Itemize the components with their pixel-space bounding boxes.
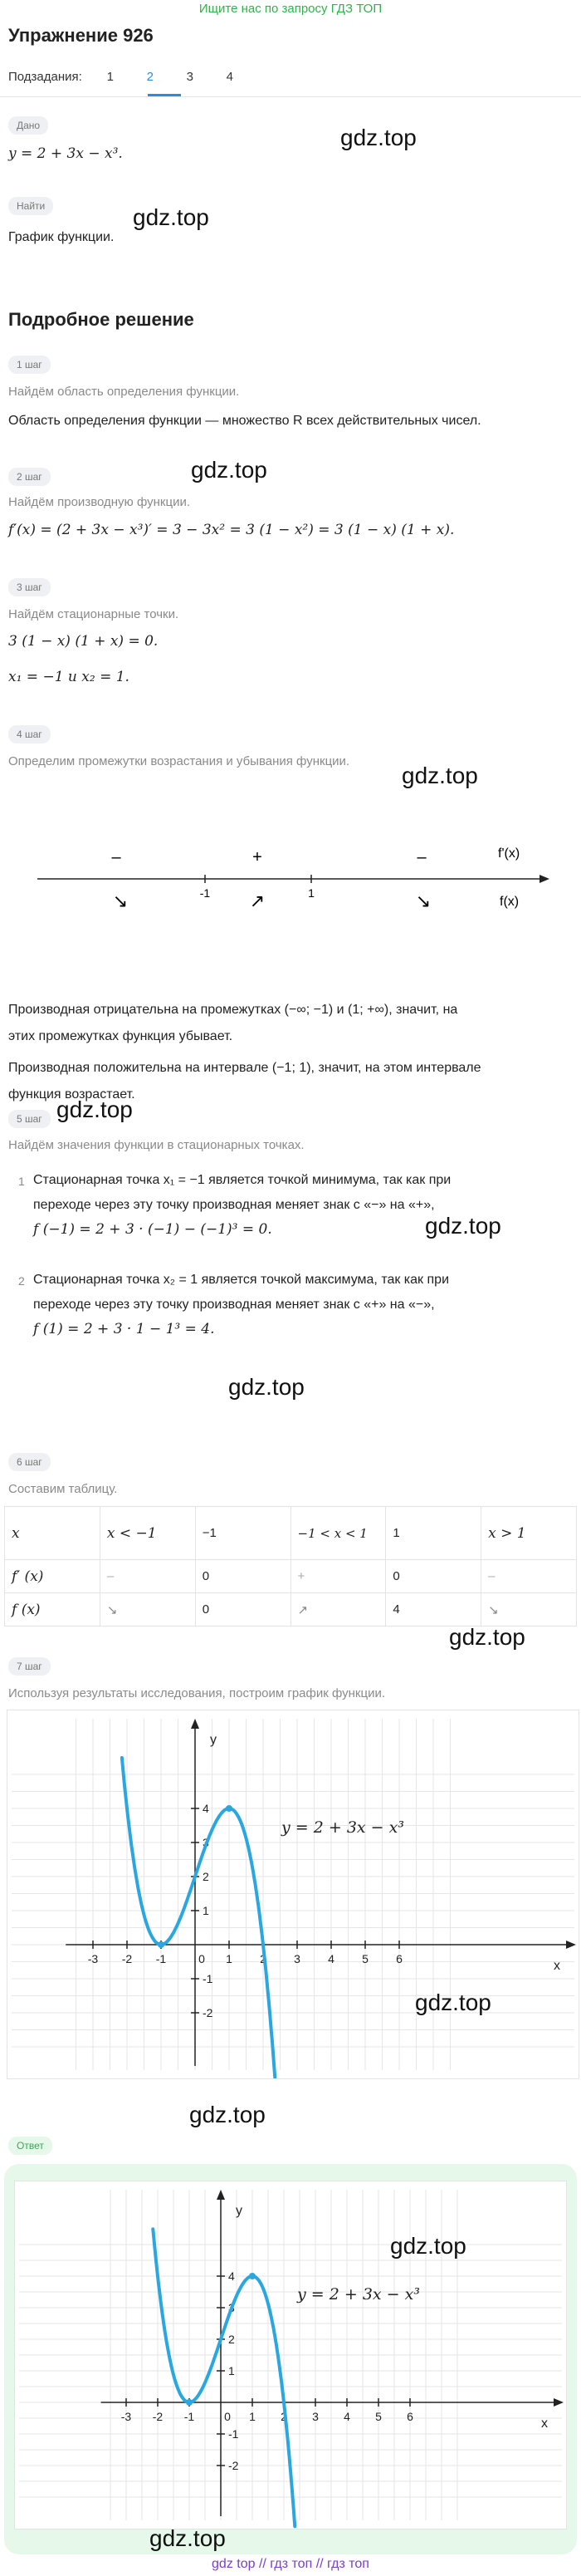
sign-minus-1: – bbox=[111, 848, 121, 866]
y-axis-label: y bbox=[236, 2204, 242, 2218]
y-tick-label: 4 bbox=[228, 2269, 235, 2283]
table-cell: −1 < x < 1 bbox=[290, 1507, 386, 1560]
step-3-badge: 3 шаг bbox=[8, 578, 51, 596]
decrease-arrow-icon: ↘ bbox=[112, 891, 129, 912]
step-2-hint: Найдём производную функции. bbox=[8, 495, 190, 509]
y-axis-arrow bbox=[191, 1719, 199, 1729]
graph-formula: y = 2 + 3x − x³ bbox=[281, 1818, 404, 1837]
watermark: gdz.top bbox=[191, 457, 267, 483]
step-5-badge: 5 шаг bbox=[8, 1110, 51, 1128]
step-4-hint: Определим промежутки возрастания и убывания функции. bbox=[8, 754, 350, 768]
x-tick-label: 1 bbox=[226, 1952, 232, 1965]
find-badge: Найти bbox=[8, 197, 53, 215]
list-item: Стационарная точка x₂ = 1 является точкой максимума, так как при bbox=[33, 1273, 449, 1287]
sign-plus: + bbox=[252, 848, 262, 866]
x-tick-label: -3 bbox=[120, 2410, 132, 2423]
y-tick-label: -2 bbox=[203, 2006, 213, 2019]
table-cell: −1 bbox=[195, 1507, 290, 1560]
table-cell: 0 bbox=[195, 1593, 290, 1627]
sign-label-function: f(x) bbox=[500, 895, 520, 909]
x-tick-label: -1 bbox=[155, 1952, 167, 1965]
y-tick-label: 3 bbox=[228, 2301, 235, 2314]
x-tick-label: 2 bbox=[281, 2410, 287, 2423]
given-formula: y = 2 + 3x − x³. bbox=[8, 145, 123, 162]
subtasks-nav bbox=[8, 70, 250, 84]
minimum-point bbox=[186, 2399, 193, 2406]
increase-arrow-icon: ↗ bbox=[249, 891, 266, 912]
watermark: gdz.top bbox=[449, 1624, 525, 1650]
answer-badge: Ответ bbox=[8, 2137, 52, 2155]
x-axis-arrow bbox=[566, 1941, 576, 1949]
subtasks-label: Подзадания: bbox=[8, 70, 82, 84]
step-6-hint: Составим таблицу. bbox=[8, 1482, 118, 1496]
x-tick-label: 0 bbox=[224, 2410, 231, 2423]
footer-links[interactable]: gdz top // гдз топ // гдз топ bbox=[212, 2557, 369, 2571]
y-tick-label: 4 bbox=[203, 1802, 209, 1815]
table-cell: 1 bbox=[386, 1507, 481, 1560]
table-cell: + bbox=[290, 1560, 386, 1593]
list-item: переходе через эту точку производная меняет знак с «+» на «−», bbox=[33, 1298, 435, 1312]
watermark: gdz.top bbox=[390, 2233, 466, 2259]
step-4-para-1: Производная отрицательна на промежутках (−∞; −1) и (1; +∞), значит, на bbox=[8, 1003, 458, 1017]
step-4-para-2b: функция возрастает. bbox=[8, 1087, 135, 1102]
y-axis-label: y bbox=[210, 1733, 217, 1747]
y-tick-label: -1 bbox=[203, 1972, 213, 1985]
table-row bbox=[5, 1507, 577, 1560]
x-axis-arrow bbox=[554, 2398, 564, 2407]
graph-panel bbox=[7, 1710, 579, 2079]
given-badge: Дано bbox=[8, 116, 48, 135]
list-item-formula: f (−1) = 2 + 3 · (−1) − (−1)³ = 0. bbox=[33, 1221, 272, 1238]
sign-point-minus1: -1 bbox=[199, 886, 211, 900]
watermark: gdz.top bbox=[402, 763, 478, 788]
step-1-text: Область определения функции — множество R всех действительных чисел. bbox=[8, 414, 481, 428]
function-curve bbox=[153, 2229, 295, 2526]
table-cell: 4 bbox=[386, 1593, 481, 1627]
watermark: gdz.top bbox=[228, 1374, 305, 1400]
step-5-hint: Найдём значения функции в стационарных точках. bbox=[8, 1138, 305, 1152]
sign-chart bbox=[25, 831, 556, 922]
y-tick-label: -2 bbox=[228, 2459, 239, 2472]
x-tick-label: 5 bbox=[362, 1952, 369, 1965]
table-cell: x > 1 bbox=[481, 1507, 577, 1560]
step-3-eq2: x₁ = −1 и x₂ = 1. bbox=[8, 669, 129, 685]
find-text: График функции. bbox=[8, 230, 115, 244]
y-tick-label: 2 bbox=[203, 1870, 209, 1883]
divider bbox=[0, 96, 581, 97]
watermark: gdz.top bbox=[425, 1213, 501, 1239]
y-tick-label: 1 bbox=[228, 2364, 235, 2377]
x-tick-label: -2 bbox=[121, 1952, 133, 1965]
x-tick-label: 4 bbox=[328, 1952, 334, 1965]
sign-minus-2: – bbox=[417, 848, 427, 866]
x-axis-label: x bbox=[554, 1959, 560, 1973]
function-curve bbox=[122, 1758, 276, 2078]
step-4-para-1b: этих промежутках функция убывает. bbox=[8, 1029, 233, 1043]
watermark: gdz.top bbox=[415, 1990, 491, 2015]
table-cell: ↗ bbox=[290, 1593, 386, 1627]
x-tick-label: 0 bbox=[198, 1952, 205, 1965]
top-search-link[interactable]: Ищите нас по запросу ГДЗ ТОП bbox=[198, 2, 383, 16]
sign-label-derivative: f'(x) bbox=[498, 846, 520, 861]
decrease-arrow-icon: ↘ bbox=[415, 891, 432, 912]
x-tick-label: 4 bbox=[344, 2410, 350, 2423]
step-4-badge: 4 шаг bbox=[8, 725, 51, 743]
x-tick-label: 6 bbox=[396, 1952, 403, 1965]
x-tick-label: -1 bbox=[183, 2410, 195, 2423]
list-item: Стационарная точка x₁ = −1 является точкой минимума, так как при bbox=[33, 1173, 452, 1187]
tab-subtask-1[interactable]: 1 bbox=[106, 70, 114, 84]
maximum-point bbox=[226, 1805, 232, 1812]
maximum-point bbox=[249, 2273, 256, 2279]
table-cell: ↘ bbox=[100, 1593, 195, 1627]
watermark: gdz.top bbox=[133, 204, 209, 230]
step-6-badge: 6 шаг bbox=[8, 1453, 51, 1471]
x-tick-label: 2 bbox=[260, 1952, 266, 1965]
tab-subtask-3[interactable]: 3 bbox=[186, 70, 193, 84]
sign-point-1: 1 bbox=[308, 886, 315, 900]
list-number: 2 bbox=[18, 1274, 25, 1288]
sign-axis-arrow bbox=[540, 875, 549, 883]
list-number: 1 bbox=[18, 1175, 25, 1188]
page-title: Упражнение 926 bbox=[8, 25, 154, 46]
x-tick-label: -3 bbox=[87, 1952, 99, 1965]
step-1-hint: Найдём область определения функции. bbox=[8, 385, 240, 399]
step-3-eq1: 3 (1 − x) (1 + x) = 0. bbox=[8, 633, 159, 650]
y-tick-label: 2 bbox=[228, 2333, 235, 2346]
table-cell: – bbox=[481, 1560, 577, 1593]
x-tick-label: 1 bbox=[249, 2410, 256, 2423]
x-tick-label: -2 bbox=[152, 2410, 164, 2423]
watermark: gdz.top bbox=[56, 1097, 133, 1122]
x-tick-label: 6 bbox=[407, 2410, 413, 2423]
solution-title: Подробное решение bbox=[8, 309, 194, 330]
answer-graph-panel bbox=[14, 2181, 567, 2529]
tab-subtask-4[interactable]: 4 bbox=[226, 70, 233, 84]
answer-panel bbox=[4, 2164, 577, 2554]
x-tick-label: 3 bbox=[294, 1952, 300, 1965]
list-item: переходе через эту точку производная меняет знак с «−» на «+», bbox=[33, 1198, 435, 1212]
y-tick-label: 1 bbox=[203, 1904, 209, 1917]
step-7-hint: Используя результаты исследования, построим график функции. bbox=[8, 1686, 385, 1700]
minimum-point bbox=[158, 1941, 164, 1948]
function-graph bbox=[7, 1710, 579, 2078]
y-tick-label: -1 bbox=[228, 2427, 239, 2441]
step-7-badge: 7 шаг bbox=[8, 1657, 51, 1676]
step-2-badge: 2 шаг bbox=[8, 468, 51, 486]
function-graph bbox=[15, 2181, 566, 2529]
table-cell: x bbox=[5, 1507, 100, 1560]
graph-formula: y = 2 + 3x − x³ bbox=[297, 2285, 420, 2304]
watermark: gdz.top bbox=[149, 2525, 226, 2551]
step-2-formula: f′(x) = (2 + 3x − x³)′ = 3 − 3x² = 3 (1 − x²) = 3 (1 − x) (1 + x). bbox=[8, 522, 455, 538]
table-cell: x < −1 bbox=[100, 1507, 195, 1560]
table-cell: ↘ bbox=[481, 1593, 577, 1627]
table-cell: 0 bbox=[195, 1560, 290, 1593]
list-item-formula: f (1) = 2 + 3 · 1 − 1³ = 4. bbox=[33, 1321, 215, 1337]
tab-subtask-2[interactable]: 2 bbox=[146, 70, 154, 84]
table-cell: f′ (x) bbox=[5, 1560, 100, 1593]
y-axis-arrow bbox=[217, 2190, 225, 2200]
x-axis-label: x bbox=[541, 2417, 548, 2431]
watermark: gdz.top bbox=[189, 2102, 266, 2127]
table-row bbox=[5, 1560, 577, 1593]
table-row bbox=[5, 1593, 577, 1627]
result-table bbox=[4, 1506, 577, 1627]
table-cell: 0 bbox=[386, 1560, 481, 1593]
step-4-para-2: Производная положительна на интервале (−1; 1), значит, на этом интервале bbox=[8, 1061, 481, 1075]
step-3-hint: Найдём стационарные точки. bbox=[8, 607, 179, 621]
watermark: gdz.top bbox=[340, 125, 417, 150]
table-cell: – bbox=[100, 1560, 195, 1593]
step-1-badge: 1 шаг bbox=[8, 356, 51, 374]
x-tick-label: 3 bbox=[312, 2410, 319, 2423]
x-tick-label: 5 bbox=[375, 2410, 382, 2423]
table-cell: f (x) bbox=[5, 1593, 100, 1627]
y-tick-label: 3 bbox=[203, 1836, 209, 1849]
